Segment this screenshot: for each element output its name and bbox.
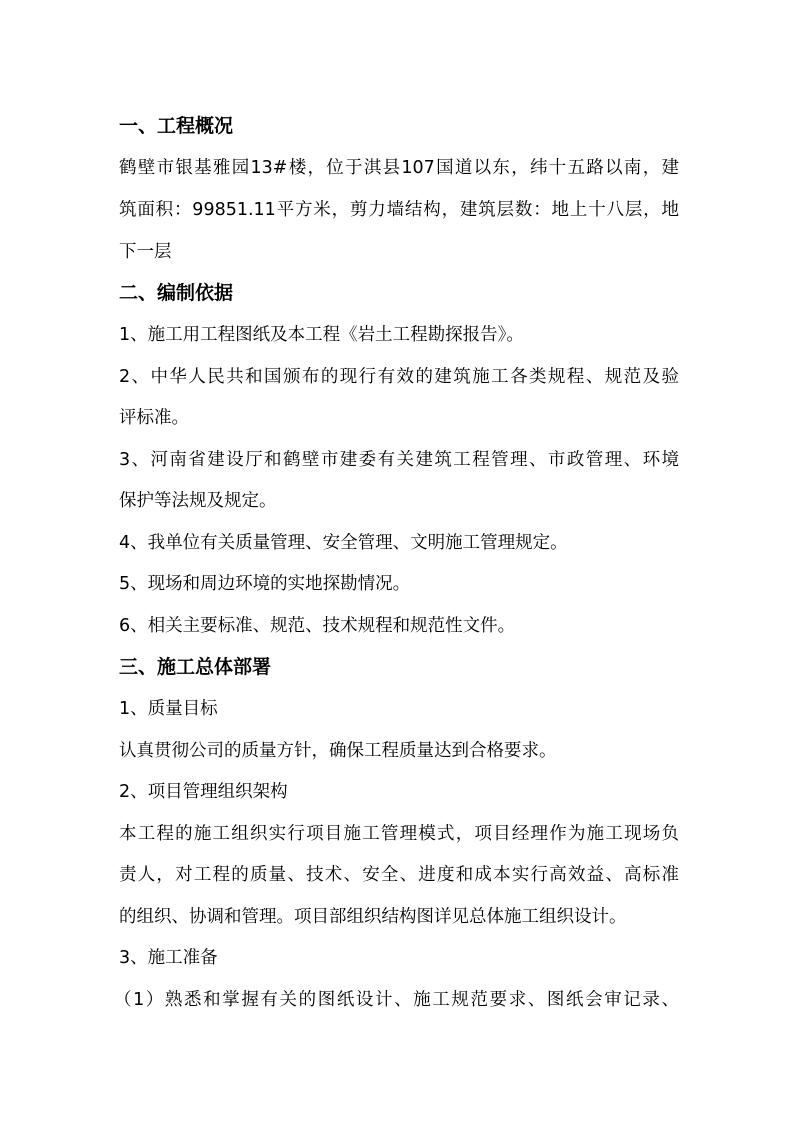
paragraph-line: 认真贯彻公司的质量方针，确保工程质量达到合格要求。	[119, 741, 557, 761]
list-item-continuation: 评标准。	[119, 408, 189, 428]
heading-basis: 二、编制依据	[119, 282, 234, 304]
heading-deployment: 三、施工总体部署	[119, 656, 272, 678]
paragraph-line: 本工程的施工组织实行项目施工管理模式，项目经理作为施工现场负	[119, 824, 679, 844]
paragraph-line: （1）熟悉和掌握有关的图纸设计、施工规范要求、图纸会审记录、	[114, 990, 679, 1010]
list-item: 2、中华人民共和国颁布的现行有效的建筑施工各类规程、规范及验	[119, 367, 679, 387]
list-item-continuation: 保护等法规及规定。	[119, 491, 277, 511]
list-item: 4、我单位有关质量管理、安全管理、文明施工管理规定。	[119, 533, 568, 553]
paragraph-line: 的组织、协调和管理。项目部组织结构图详见总体施工组织设计。	[119, 907, 627, 927]
subheading: 1、质量目标	[119, 699, 218, 719]
subheading: 2、项目管理组织架构	[119, 782, 288, 802]
list-item: 1、施工用工程图纸及本工程《岩土工程勘探报告》。	[119, 325, 524, 345]
list-item: 3、河南省建设厅和鹤壁市建委有关建筑工程管理、市政管理、环境	[119, 450, 679, 470]
heading-project-overview: 一、工程概况	[119, 115, 234, 137]
paragraph-line: 鹤壁市银基雅园13#楼，位于淇县107国道以东，纬十五路以南，建	[119, 158, 679, 178]
subheading: 3、施工准备	[119, 948, 218, 968]
list-item: 5、现场和周边环境的实地探勘情况。	[119, 574, 411, 594]
paragraph-line: 筑面积：99851.11平方米，剪力墙结构，建筑层数：地上十八层，地	[119, 200, 679, 220]
paragraph-line: 下一层	[119, 242, 172, 262]
list-item: 6、相关主要标准、规范、技术规程和规范性文件。	[119, 616, 516, 636]
paragraph-line: 责人，对工程的质量、技术、安全、进度和成本实行高效益、高标准	[119, 865, 679, 885]
